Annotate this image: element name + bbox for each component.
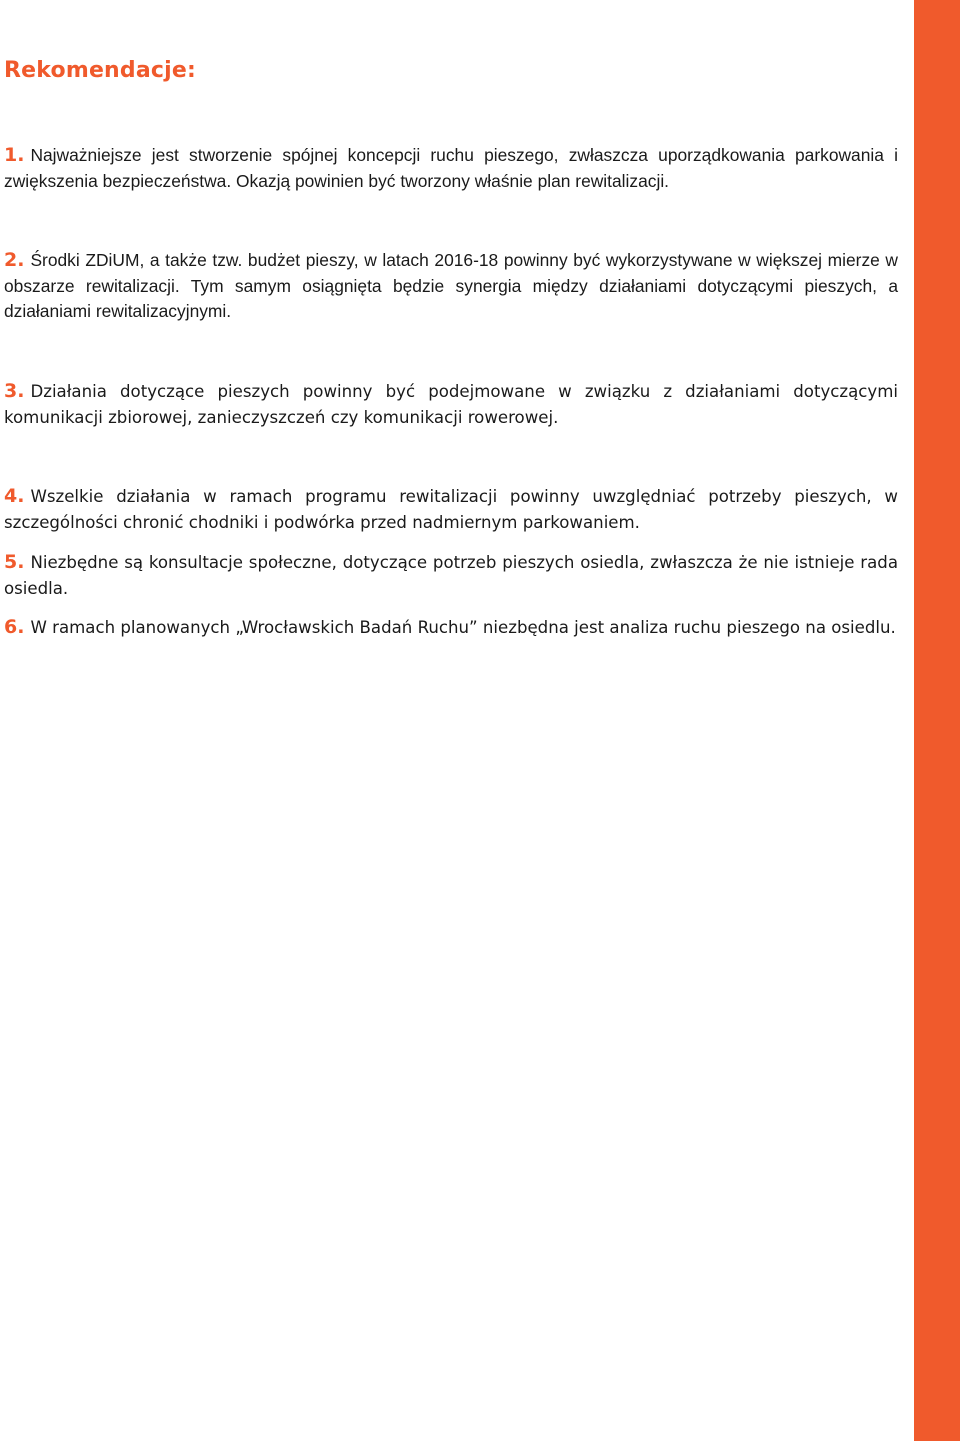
recommendation-number: 4. bbox=[4, 485, 25, 507]
recommendation-text: Niezbędne są konsultacje społeczne, dotyczące potrzeb pieszych osiedla, zwłaszcza że nie istnieje rada osiedla. bbox=[4, 553, 898, 598]
recommendation-number: 5. bbox=[4, 551, 25, 573]
recommendation-number: 2. bbox=[4, 249, 25, 271]
recommendation-4 bbox=[4, 484, 898, 535]
recommendation-text: W ramach planowanych „Wrocławskich Badań Ruchu” niezbędna jest analiza ruchu pieszego na osiedlu. bbox=[30, 618, 896, 637]
recommendation-number: 1. bbox=[4, 144, 25, 166]
recommendation-number: 6. bbox=[4, 616, 25, 638]
recommendation-number: 3. bbox=[4, 380, 25, 402]
orange-side-bar bbox=[914, 0, 960, 1441]
recommendation-3 bbox=[4, 379, 898, 430]
recommendation-text: Wszelkie działania w ramach programu rewitalizacji powinny uwzględniać potrzeby pieszych, w szczególności chronić chodniki i podwórka przed nadmiernym parkowaniem. bbox=[4, 487, 898, 532]
recommendation-6 bbox=[4, 615, 898, 641]
recommendation-2 bbox=[4, 248, 898, 325]
recommendation-5 bbox=[4, 550, 898, 601]
recommendation-text: Środki ZDiUM, a także tzw. budżet pieszy, w latach 2016-18 powinny być wykorzystywane w większej mierze w obszarze rewitalizacji. Tym samym osiągnięta będzie synergia między działaniami dotyczącymi pieszych, a działaniami rewitalizacyjnymi. bbox=[4, 250, 898, 321]
page-title: Rekomendacje: bbox=[4, 58, 197, 83]
recommendation-text: Działania dotyczące pieszych powinny być podejmowane w związku z działaniami dotyczącymi komunikacji zbiorowej, zanieczyszczeń czy komunikacji rowerowej. bbox=[4, 382, 898, 427]
recommendation-1 bbox=[4, 143, 898, 194]
recommendation-text: Najważniejsze jest stworzenie spójnej koncepcji ruchu pieszego, zwłaszcza uporządkowania parkowania i zwiększenia bezpieczeństwa. Okazją powinien być tworzony właśnie plan rewitalizacji. bbox=[4, 145, 898, 191]
